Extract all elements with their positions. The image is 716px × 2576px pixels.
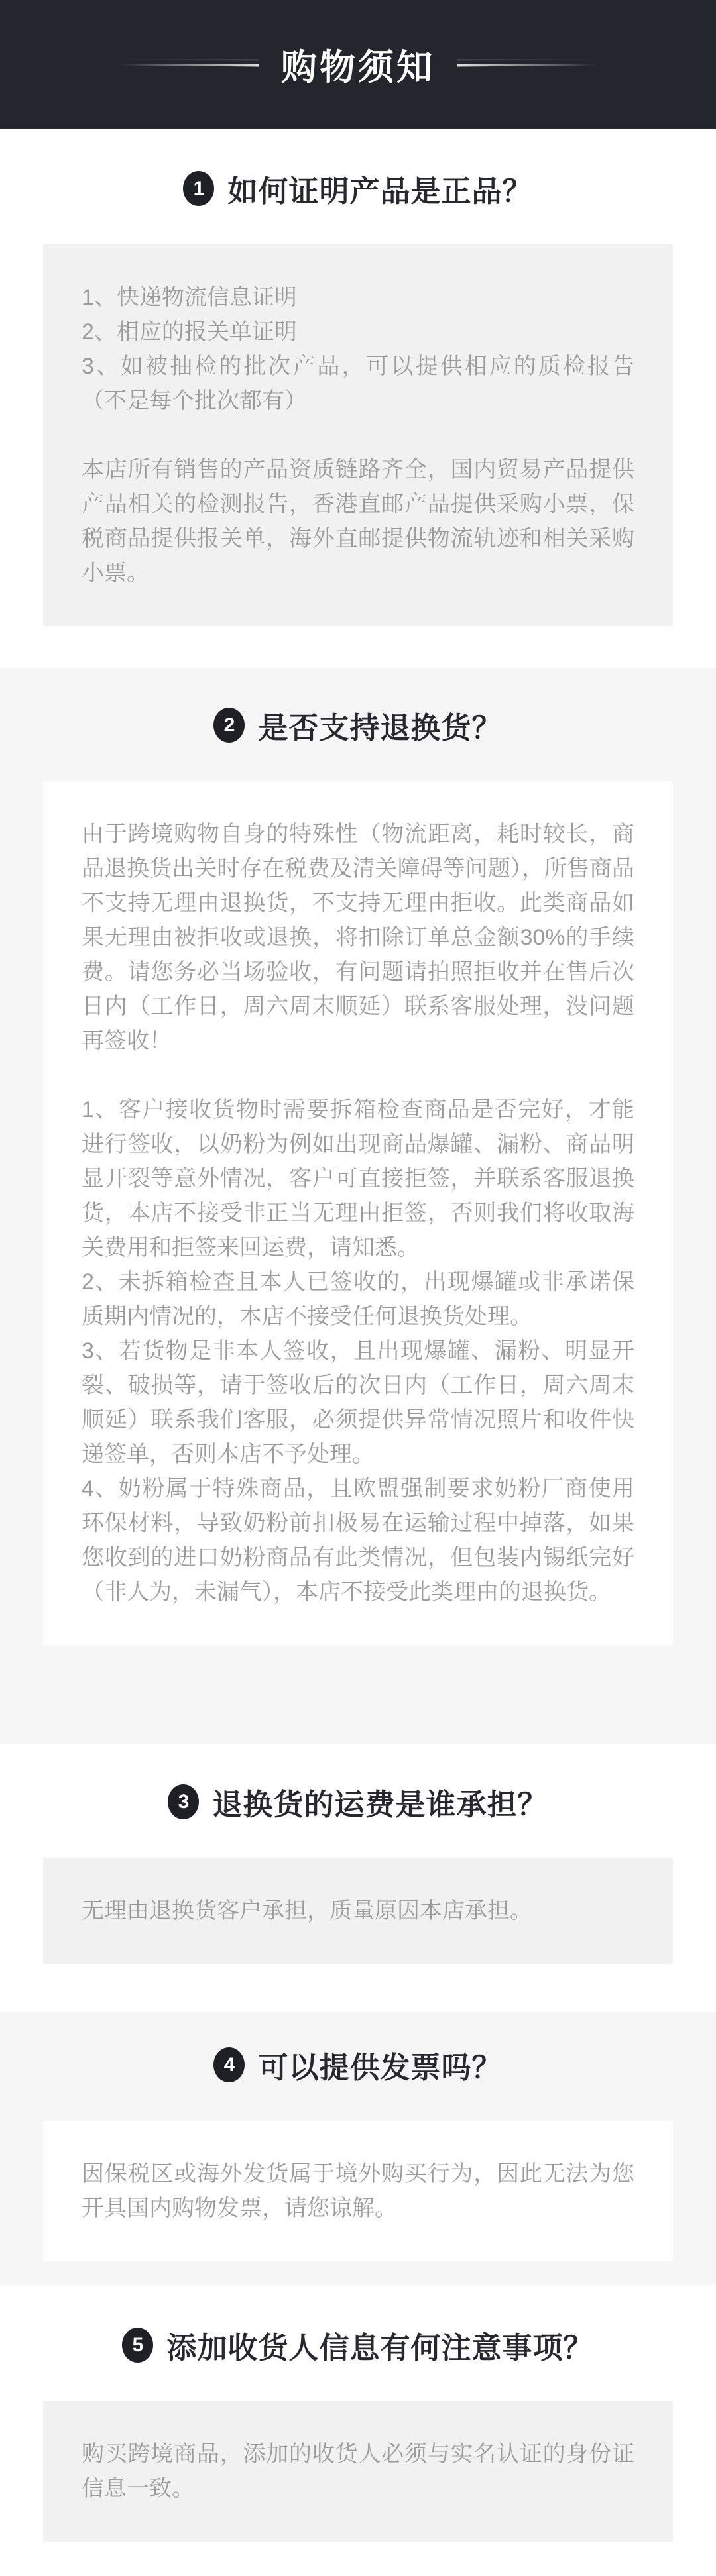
info-card (43, 2401, 673, 2542)
header-line-right-icon (457, 58, 600, 72)
section-authenticity (0, 129, 716, 668)
section-number-badge: 5 (122, 2328, 153, 2363)
card-paragraph: 1、快递物流信息证明 (82, 285, 297, 310)
card-paragraph: 购买跨境商品，添加的收货人必须与实名认证的身份证信息一致。 (82, 2442, 634, 2501)
info-card (43, 1858, 673, 1964)
section-number-badge: 3 (168, 1784, 199, 1819)
header-line-left-echo (88, 59, 259, 61)
section-title: 如何证明产品是正品？ (227, 174, 533, 208)
header-line-left-icon (116, 58, 259, 72)
section-title: 添加收货人信息有何注意事项？ (166, 2331, 594, 2365)
card-paragraph: 由于跨境购物自身的特殊性（物流距离，耗时较长，商品退换货出关时存在税费及清关障碍等问题），所售商品不支持无理由退换货，不支持无理由拒收。此类商品如果无理由被拒收或退换，将扣除订单总金额30%的手续费。请您务必当场验收，有问题请拍照拒收并在售后次日内（工作日，周六周末顺延）联系客服处理，没问题再签收！ (82, 822, 634, 1053)
card-paragraph: 2、相应的报关单证明 (82, 319, 297, 345)
section-shipping-fee (0, 1744, 716, 2012)
page-title: 购物须知 (281, 48, 435, 87)
section-heading (0, 2043, 716, 2086)
info-card (43, 781, 673, 1645)
section-title: 是否支持退换货？ (258, 711, 503, 745)
header-line-right-stroke (457, 64, 600, 67)
info-card (43, 2121, 673, 2261)
card-paragraph: 2、未拆箱检查且本人已签收的，出现爆罐或非承诺保质期内情况的，本店不接受任何退换货处理。 (82, 1269, 634, 1329)
section-title: 可以提供发票吗？ (258, 2051, 503, 2084)
card-paragraph: 3、若货物是非本人签收，且出现爆罐、漏粉、明显开裂、破损等，请于签收后的次日内（工作日，周六周末顺延）联系我们客服，必须提供异常情况照片和收件快递签单，否则本店不予处理。 (82, 1338, 634, 1467)
section-heading (0, 704, 716, 747)
section-returns (0, 668, 716, 1744)
section-invoice (0, 2012, 716, 2285)
section-recipient-info (0, 2285, 716, 2576)
section-heading (0, 1780, 716, 1823)
page-header (0, 0, 716, 129)
section-number-badge: 4 (213, 2047, 245, 2082)
section-number-badge: 2 (213, 708, 245, 743)
info-card (43, 244, 673, 626)
section-number-badge: 1 (183, 171, 214, 206)
card-paragraph: 无理由退换货客户承担，质量原因本店承担。 (82, 1898, 532, 1923)
header-line-left-stroke (116, 64, 259, 67)
header-line-right-echo (457, 59, 628, 61)
card-paragraph: 因保税区或海外发货属于境外购买行为，因此无法为您开具国内购物发票，请您谅解。 (82, 2161, 634, 2221)
card-paragraph: 本店所有销售的产品资质链路齐全，国内贸易产品提供产品相关的检测报告，香港直邮产品提供采购小票，保税商品提供报关单，海外直邮提供物流轨迹和相关采购小票。 (82, 457, 634, 586)
section-heading (0, 167, 716, 210)
section-title: 退换货的运费是谁承担？ (212, 1788, 548, 1821)
section-heading (0, 2324, 716, 2367)
card-paragraph: 4、奶粉属于特殊商品，且欧盟强制要求奶粉厂商使用环保材料，导致奶粉前扣极易在运输过程中掉落，如果您收到的进口奶粉商品有此类情况，但包装内锡纸完好（非人为，未漏气），本店不接受此类理由的退换货。 (82, 1476, 634, 1605)
card-paragraph: 3、如被抽检的批次产品，可以提供相应的质检报告（不是每个批次都有） (82, 354, 634, 413)
card-paragraph: 1、客户接收货物时需要拆箱检查商品是否完好，才能进行签收，以奶粉为例如出现商品爆罐、漏粉、商品明显开裂等意外情况，客户可直接拒签，并联系客服退换货，本店不接受非正当无理由拒签，否则我们将收取海关费用和拒签来回运费，请知悉。 (82, 1097, 634, 1260)
